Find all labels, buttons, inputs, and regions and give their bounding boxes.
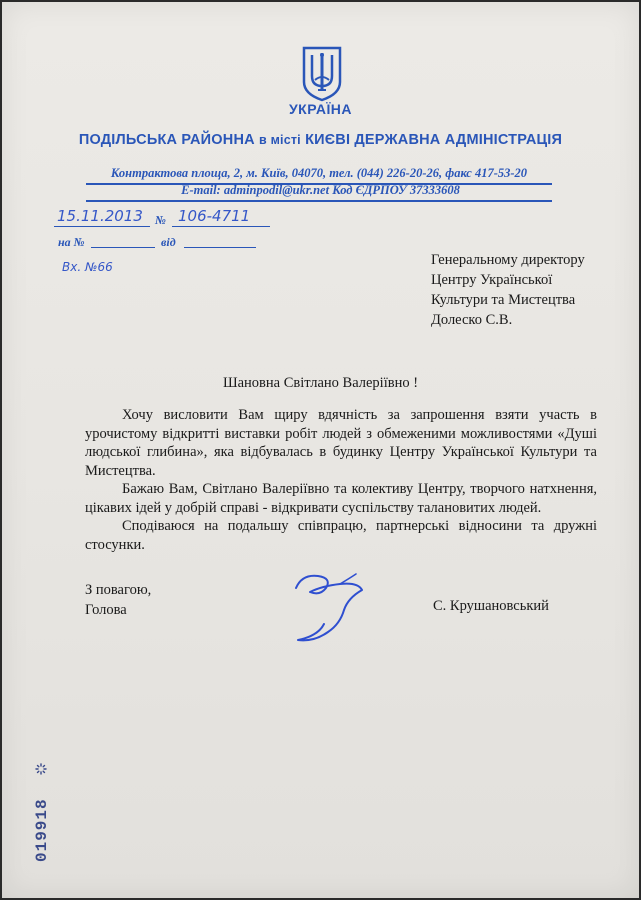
administration-name: ПОДІЛЬСЬКА РАЙОННА в місті КИЄВІ ДЕРЖАВНА АДМІНІСТРАЦІЯ [78, 132, 563, 148]
closing-block [85, 580, 151, 620]
signer-position: Голова [85, 602, 127, 618]
signer-name: С. Крушановський [433, 598, 549, 614]
addressee-line: Центру Української [431, 272, 553, 288]
letter-body [85, 406, 597, 554]
serial-number [16, 782, 60, 862]
from-label: від [161, 235, 176, 249]
addressee-line: Долеско С.В. [431, 312, 513, 328]
closing-regards: З повагою, [85, 582, 152, 598]
letterhead-address: Контрактова площа, 2, м. Київ, 04070, тел. (044) 226-20-26, факс 417-53-20 [110, 166, 528, 180]
body-paragraph: Сподіваюся на подальшу співпрацю, партнерські відносини та дружні стосунки. [85, 518, 597, 553]
outgoing-date: 15.11.2013 [57, 207, 143, 225]
number-field-line [172, 226, 270, 227]
serial-number-text: 019918 [33, 798, 51, 862]
country-name: УКРАЇНА [288, 101, 353, 117]
letterhead-email: E-mail: adminpodil@ukr.net Код ЄДРПОУ 37333608 [181, 183, 460, 197]
incoming-note: Вх. №66 [62, 260, 113, 274]
addressee-line: Генеральному директору [431, 252, 585, 268]
date-field-line [54, 226, 150, 227]
reply-number-line [91, 247, 155, 248]
handwritten-signature [288, 562, 380, 648]
addressee-block [431, 250, 631, 330]
coat-of-arms-icon [301, 46, 343, 102]
letterhead-divider-bottom [86, 200, 552, 202]
serial-star-icon [35, 762, 47, 774]
number-sign: № [155, 213, 166, 227]
reply-to-label: на № [58, 235, 85, 249]
body-paragraph: Хочу висловити Вам щиру вдячність за запрошення взяти участь в урочистому відкритті виставки робіт людей з обмеженими можливостями «Душі людської глибина», яка відбувалась в будинку Центру Української Культури та Мистецтва. [85, 407, 597, 479]
body-paragraph: Бажаю Вам, Світлано Валеріївно та колективу Центру, творчого натхнення, цікавих ідей у добрій справі - відкривати суспільству талановитих людей. [85, 481, 597, 516]
outgoing-number: 106-4711 [178, 207, 251, 225]
reply-date-line [184, 247, 256, 248]
letter-page [2, 2, 639, 898]
addressee-line: Культури та Мистецтва [431, 292, 576, 308]
greeting: Шановна Світлано Валеріївно ! [222, 375, 419, 391]
